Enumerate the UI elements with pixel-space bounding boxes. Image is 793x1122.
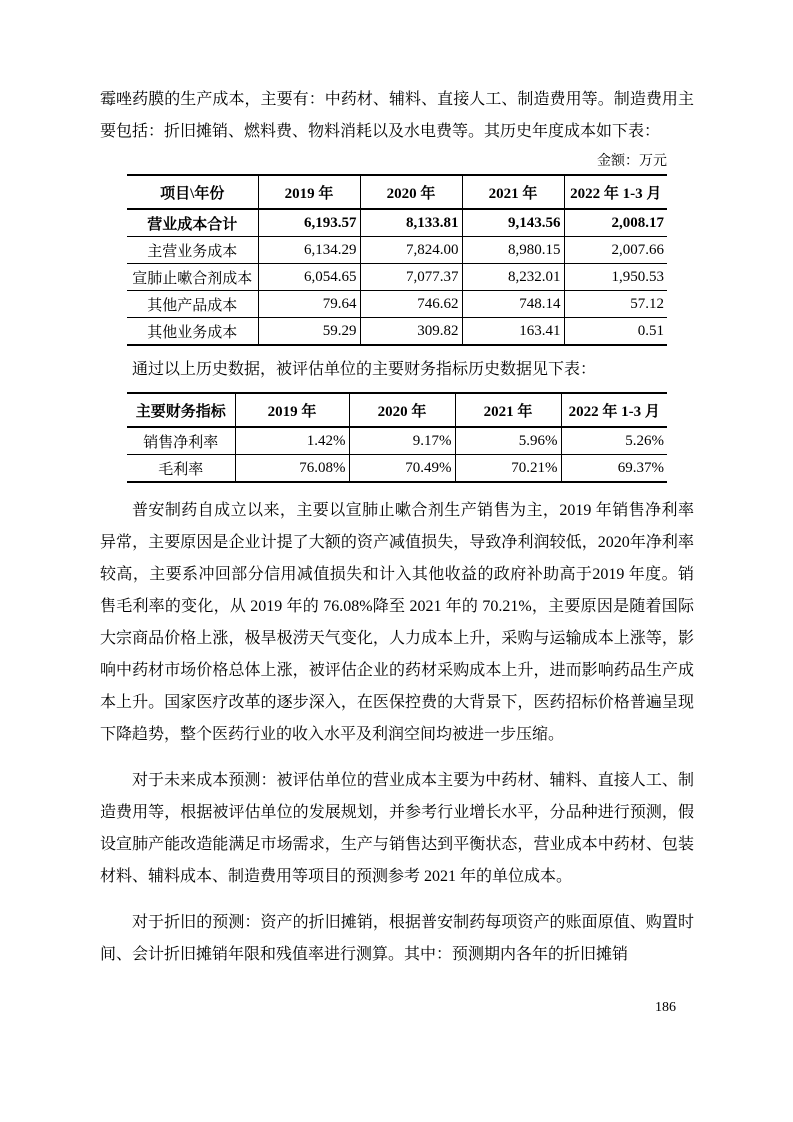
page-number: 186 — [655, 1000, 676, 1015]
value-cell: 9.17% — [349, 427, 455, 455]
value-cell: 70.49% — [349, 455, 455, 483]
table-row — [127, 427, 667, 455]
intro-paragraph: 霉唑药膜的生产成本，主要有：中药材、辅料、直接人工、制造费用等。制造费用主要包括：折旧摊销、燃料费、物料消耗以及水电费等。其历史年度成本如下表： — [100, 91, 694, 140]
value-cell: 69.37% — [561, 455, 667, 483]
column-header: 主要财务指标 — [127, 393, 235, 427]
value-cell: 748.14 — [462, 291, 564, 318]
value-cell: 6,193.57 — [258, 209, 360, 237]
row-label: 营业成本合计 — [127, 209, 258, 237]
page-content — [100, 84, 694, 971]
value-cell: 746.62 — [360, 291, 462, 318]
value-cell: 8,133.81 — [360, 209, 462, 237]
unit-note: 金额：万元 — [597, 154, 667, 169]
table-row — [127, 318, 667, 346]
row-label: 销售净利率 — [127, 427, 235, 455]
indicator-table-header-row — [127, 393, 667, 427]
table-row — [127, 237, 667, 264]
value-cell: 79.64 — [258, 291, 360, 318]
indicator-table — [127, 392, 667, 483]
value-cell: 9,143.56 — [462, 209, 564, 237]
table-row — [127, 291, 667, 318]
table-row — [127, 209, 667, 237]
bridge-paragraph: 通过以上历史数据，被评估单位的主要财务指标历史数据见下表： — [132, 361, 597, 378]
value-cell: 57.12 — [564, 291, 667, 318]
column-header: 2022 年 1-3 月 — [564, 175, 667, 209]
value-cell: 8,980.15 — [462, 237, 564, 264]
value-cell: 5.26% — [561, 427, 667, 455]
table-row — [127, 455, 667, 483]
column-header: 2020 年 — [349, 393, 455, 427]
row-label: 其他产品成本 — [127, 291, 258, 318]
value-cell: 76.08% — [235, 455, 349, 483]
value-cell: 1,950.53 — [564, 264, 667, 291]
column-header: 2019 年 — [235, 393, 349, 427]
row-label: 宣肺止嗽合剂成本 — [127, 264, 258, 291]
value-cell: 5.96% — [455, 427, 561, 455]
value-cell: 6,054.65 — [258, 264, 360, 291]
value-cell: 309.82 — [360, 318, 462, 346]
body-paragraph: 对于折旧的预测：资产的折旧摊销，根据普安制药每项资产的账面原值、购置时间、会计折旧摊销年限和残值率进行测算。其中：预测期内各年的折旧摊销 — [100, 914, 694, 963]
value-cell: 1.42% — [235, 427, 349, 455]
value-cell: 0.51 — [564, 318, 667, 346]
column-header: 2021 年 — [455, 393, 561, 427]
value-cell: 7,077.37 — [360, 264, 462, 291]
row-label: 其他业务成本 — [127, 318, 258, 346]
row-label: 毛利率 — [127, 455, 235, 483]
value-cell: 7,824.00 — [360, 237, 462, 264]
column-header: 项目\年份 — [127, 175, 258, 209]
value-cell: 2,007.66 — [564, 237, 667, 264]
column-header: 2020 年 — [360, 175, 462, 209]
value-cell: 2,008.17 — [564, 209, 667, 237]
value-cell: 163.41 — [462, 318, 564, 346]
body-paragraph: 普安制药自成立以来，主要以宣肺止嗽合剂生产销售为主，2019 年销售净利率异常，主要原因是企业计提了大额的资产减值损失，导致净利润较低，2020年净利率较高，主要系冲回部分信用减值损失和计入其他收益的政府补助高于2019 年度。销售毛利率的变化，从 2019 年的 76.08%降至 2021 年的 70.21%，主要原因是随着国际大宗商品价格上涨，极旱极涝天气变化，人力成本上升，采购与运输成本上涨等，影响中药材市场价格总体上涨，被评估企业的药材采购成本上升，进而影响药品生产成本上升。国家医疗改革的逐步深入，在医保控费的大背景下，医药招标价格普遍呈现下降趋势，整个医药行业的收入水平及利润空间均被进一步压缩。 — [100, 502, 694, 743]
cost-table — [127, 174, 667, 346]
column-header: 2021 年 — [462, 175, 564, 209]
body-paragraph: 对于未来成本预测：被评估单位的营业成本主要为中药材、辅料、直接人工、制造费用等，根据被评估单位的发展规划，并参考行业增长水平，分品种进行预测，假设宣肺产能改造能满足市场需求，生产与销售达到平衡状态，营业成本中药材、包装材料、辅料成本、制造费用等项目的预测参考 2021 年的单位成本。 — [100, 772, 694, 885]
column-header: 2022 年 1-3 月 — [561, 393, 667, 427]
column-header: 2019 年 — [258, 175, 360, 209]
value-cell: 6,134.29 — [258, 237, 360, 264]
value-cell: 59.29 — [258, 318, 360, 346]
value-cell: 8,232.01 — [462, 264, 564, 291]
value-cell: 70.21% — [455, 455, 561, 483]
table-row — [127, 264, 667, 291]
cost-table-header-row — [127, 175, 667, 209]
row-label: 主营业务成本 — [127, 237, 258, 264]
